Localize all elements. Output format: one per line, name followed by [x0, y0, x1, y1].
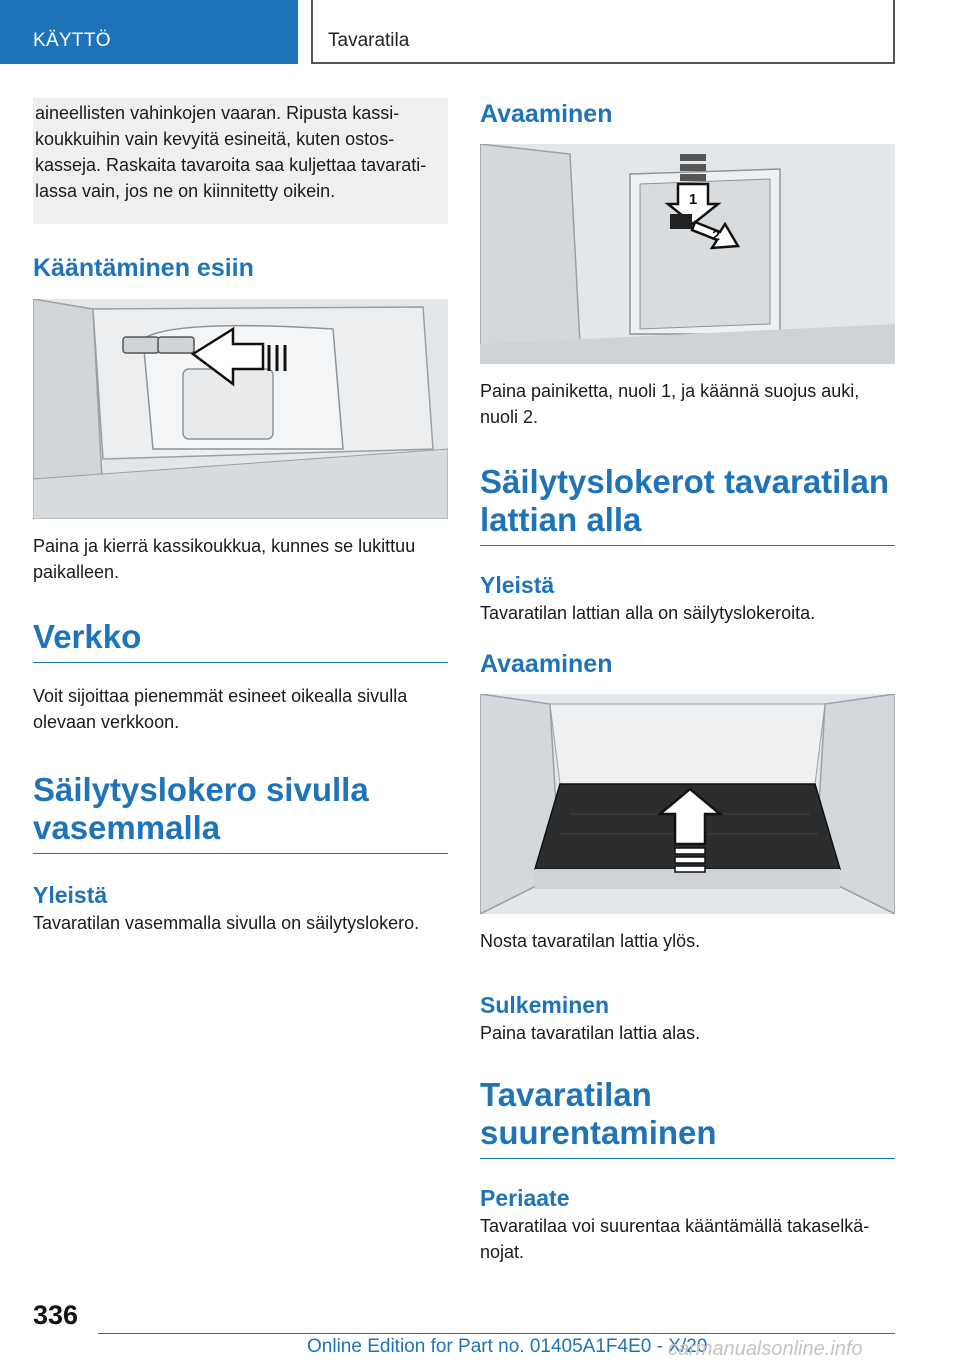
- storage-cover-illustration: [480, 144, 895, 364]
- turn-heading: Kääntäminen esiin: [33, 254, 254, 282]
- right-column: [480, 98, 895, 1265]
- net-text: Voit sijoittaa pienemmät esineet oikealla sivulla olevaan verkkoon.: [33, 686, 408, 732]
- open-heading: Avaaminen: [480, 100, 613, 128]
- storage-heading: Säilytyslokero sivulla vasemmalla: [33, 771, 448, 854]
- header-section-label: KÄYTTÖ: [33, 30, 111, 51]
- floor-open-caption: Nosta tavaratilan lattia ylös.: [480, 931, 701, 951]
- header-section: [0, 0, 298, 64]
- floor-open-heading: Avaaminen: [480, 650, 613, 678]
- bag-hook-illustration: [33, 299, 448, 519]
- footer-divider: [98, 1333, 895, 1334]
- warning-text: aineellisten vahinkojen vaaran. Ripusta kassi-koukkuihin vain kevyitä esineitä, kuten ostos-kasseja. Raskaita tavaroita saa kuljettaa tavarati-lassa vain, jos ne on kiinnitetty oikein.: [35, 103, 427, 201]
- floor-general-text: Tavaratilan lattian alla on säilytyslokeroita.: [480, 603, 816, 623]
- header-topic-label: Tavaratila: [328, 30, 410, 51]
- principle-heading: Periaate: [480, 1185, 570, 1211]
- floor-general-heading: Yleistä: [480, 572, 555, 598]
- principle-text: Tavaratilaa voi suurentaa kääntämällä takaselkä-nojat.: [480, 1216, 870, 1262]
- close-heading: Sulkeminen: [480, 992, 610, 1018]
- callout-2: 2: [712, 227, 720, 243]
- left-column: [33, 98, 448, 936]
- storage-general-heading: Yleistä: [33, 882, 108, 908]
- enlarge-heading: Tavaratilan suurentaminen: [480, 1076, 895, 1159]
- floor-heading: Säilytyslokerot tavaratilan lattian alla: [480, 463, 895, 546]
- net-heading: Verkko: [33, 618, 448, 663]
- page-number: 336: [33, 1300, 79, 1330]
- footer-edition: Online Edition for Part no. 01405A1F4E0 - X/20: [307, 1336, 708, 1357]
- cargo-floor-illustration: [480, 694, 895, 914]
- warning-box: [33, 98, 448, 224]
- watermark: carmanualsonline.info: [668, 1338, 863, 1360]
- open-caption: Paina painiketta, nuoli 1, ja käännä suojus auki, nuoli 2.: [480, 381, 860, 427]
- header-topic: [311, 0, 895, 64]
- close-text: Paina tavaratilan lattia alas.: [480, 1023, 701, 1043]
- storage-general-text: Tavaratilan vasemmalla sivulla on säilytyslokero.: [33, 913, 420, 933]
- turn-caption: Paina ja kierrä kassikoukkua, kunnes se lukittuu paikalleen.: [33, 536, 416, 582]
- callout-1: 1: [688, 191, 698, 208]
